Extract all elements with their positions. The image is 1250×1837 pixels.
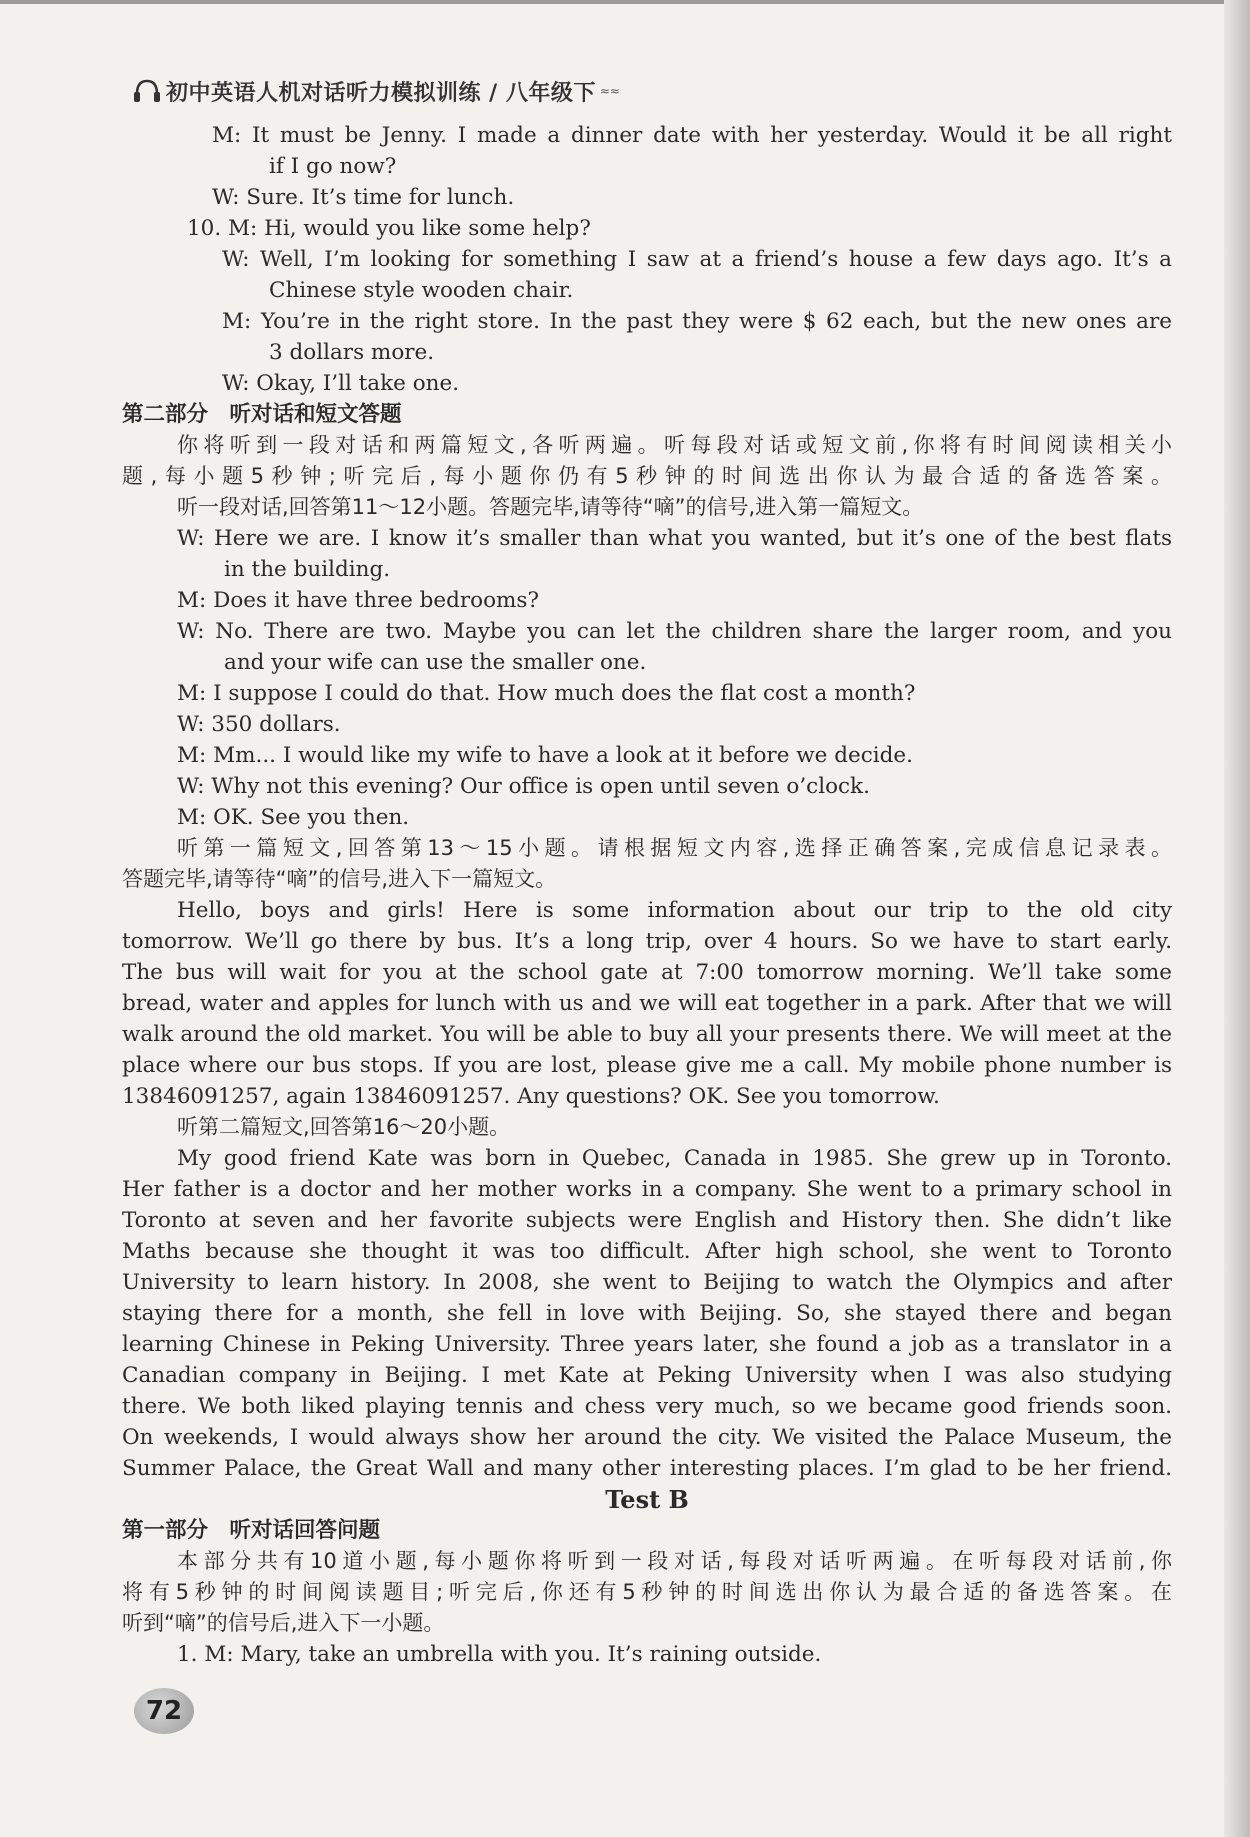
text-line: 答题完毕,请等待“嘀”的信号,进入下一篇短文。 <box>122 867 557 891</box>
section-heading: 第二部分 听对话和短文答题 <box>122 402 402 427</box>
text-line: W: Why not this evening? Our office is open until seven o’clock. <box>177 774 870 799</box>
text-line: 你将听到一段对话和两篇短文,各听两遍。听每段对话或短文前,你将有时间阅读相关小 <box>177 433 1172 457</box>
text-line: 题,每小题5秒钟;听完后,每小题你仍有5秒钟的时间选出你认为最合适的备选答案。 <box>122 464 1172 488</box>
text-line: W: Okay, I’ll take one. <box>222 371 460 396</box>
text-line: W: Well, I’m looking for something I saw at a friend’s house a few days ago. It’s a <box>222 247 1172 272</box>
text-line: W: Sure. It’s time for lunch. <box>212 185 515 210</box>
text-line: Hello, boys and girls! Here is some information about our trip to the old city <box>177 898 1172 923</box>
text-line: and your wife can use the smaller one. <box>224 650 647 675</box>
text-line: tomorrow. We’ll go there by bus. It’s a long trip, over 4 hours. So we have to start early. <box>122 929 1172 954</box>
text-line: 将有5秒钟的时间阅读题目;听完后,你还有5秒钟的时间选出你认为最合适的备选答案。在 <box>122 1580 1172 1604</box>
header-mark: ≈≈ <box>599 84 620 98</box>
text-line: M: It must be Jenny. I made a dinner date with her yesterday. Would it be all right <box>212 123 1172 148</box>
text-line: M: You’re in the right store. In the past they were $ 62 each, but the new ones are <box>222 309 1172 334</box>
page-edge-shadow <box>1224 0 1250 1837</box>
text-line: W: Here we are. I know it’s smaller than what you wanted, but it’s one of the best flats <box>177 526 1172 551</box>
text-line: M: Mm... I would like my wife to have a look at it before we decide. <box>177 743 913 768</box>
text-line: walk around the old market. You will be able to buy all your presents there. We will meet at the <box>122 1022 1172 1047</box>
text-line: Chinese style wooden chair. <box>269 278 574 303</box>
top-rule <box>0 0 1250 4</box>
text-line: Her father is a doctor and her mother works in a company. She went to a primary school in <box>122 1177 1172 1202</box>
text-line: 听一段对话,回答第11～12小题。答题完毕,请等待“嘀”的信号,进入第一篇短文。 <box>177 495 924 519</box>
text-line: there. We both liked playing tennis and chess very much, so we became good friends soon. <box>122 1394 1172 1419</box>
text-line: place where our bus stops. If you are lost, please give me a call. My mobile phone number is <box>122 1053 1172 1078</box>
text-line: My good friend Kate was born in Quebec, Canada in 1985. She grew up in Toronto. <box>177 1146 1172 1171</box>
text-line: 听到“嘀”的信号后,进入下一小题。 <box>122 1611 445 1635</box>
text-line: M: Does it have three bedrooms? <box>177 588 539 613</box>
text-line: 听第一篇短文,回答第13～15小题。请根据短文内容,选择正确答案,完成信息记录表。 <box>177 836 1172 860</box>
section-heading: 第一部分 听对话回答问题 <box>122 1518 381 1543</box>
running-header <box>132 74 620 108</box>
text-line: On weekends, I would always show her around the city. We visited the Palace Museum, the <box>122 1425 1172 1450</box>
text-line: 13846091257, again 13846091257. Any questions? OK. See you tomorrow. <box>122 1084 940 1109</box>
text-line: 听第二篇短文,回答第16～20小题。 <box>177 1115 511 1139</box>
text-line: in the building. <box>224 557 391 582</box>
text-line: Canadian company in Beijing. I met Kate at Peking University when I was also studying <box>122 1363 1172 1388</box>
text-line: 3 dollars more. <box>269 340 435 365</box>
text-line: 1. M: Mary, take an umbrella with you. It’s raining outside. <box>177 1642 822 1667</box>
header-title: 初中英语人机对话听力模拟训练 / 八年级下 <box>166 80 596 106</box>
text-line: Toronto at seven and her favorite subjects were English and History then. She didn’t like <box>122 1208 1172 1233</box>
text-line: M: OK. See you then. <box>177 805 410 830</box>
text-line: bread, water and apples for lunch with us and we will eat together in a park. After that we will <box>122 991 1172 1016</box>
text-line: Summer Palace, the Great Wall and many other interesting places. I’m glad to be her friend. <box>122 1456 1172 1481</box>
text-line: University to learn history. In 2008, she went to Beijing to watch the Olympics and after <box>122 1270 1172 1295</box>
text-line: Maths because she thought it was too difficult. After high school, she went to Toronto <box>122 1239 1172 1264</box>
page-number: 72 <box>134 1688 194 1734</box>
text-line: W: No. There are two. Maybe you can let the children share the larger room, and you <box>177 619 1172 644</box>
text-line: 本部分共有10道小题,每小题你将听到一段对话,每段对话听两遍。在听每段对话前,你 <box>177 1549 1172 1573</box>
page-body <box>122 120 1172 1670</box>
text-line: learning Chinese in Peking University. Three years later, she found a job as a translator in a <box>122 1332 1172 1357</box>
headphones-icon <box>132 76 162 106</box>
text-line: The bus will wait for you at the school gate at 7:00 tomorrow morning. We’ll take some <box>122 960 1172 985</box>
test-b-heading: Test B <box>605 1485 689 1514</box>
text-line: 10. M: Hi, would you like some help? <box>187 216 591 241</box>
text-line: if I go now? <box>269 154 397 179</box>
text-line: M: I suppose I could do that. How much does the flat cost a month? <box>177 681 916 706</box>
text-line: staying there for a month, she fell in love with Beijing. So, she stayed there and began <box>122 1301 1172 1326</box>
text-line: W: 350 dollars. <box>177 712 341 737</box>
